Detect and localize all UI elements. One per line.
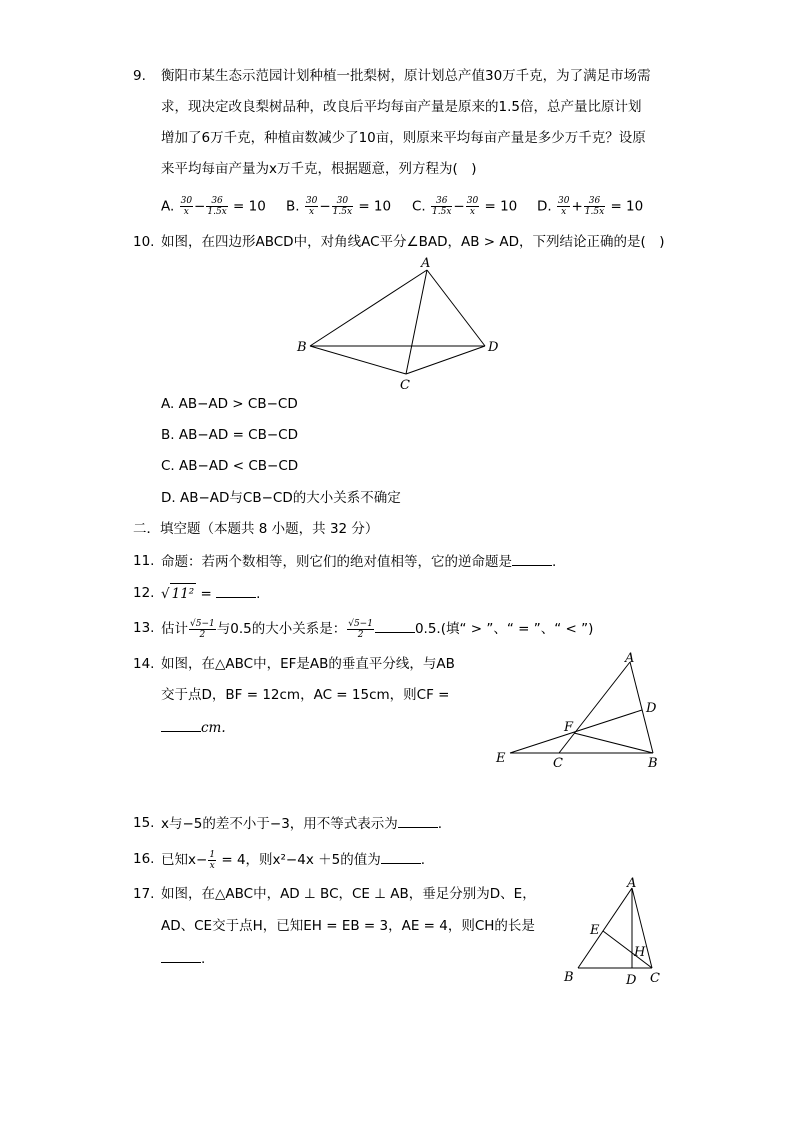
period: . [201,951,206,967]
label-h: H [634,945,646,960]
question-number: 17. [133,886,155,902]
label-a: A [627,876,637,891]
question-text-line: 如图，在四边形ABCD中，对角线AC平分∠BAD，AB > AD，下列结论正确的是( ) [161,234,665,250]
fraction: $\frac{30}{x}$ [466,196,479,217]
equation-rhs: = 10 [610,198,644,215]
label-a: A [625,651,635,666]
label-d: D [646,701,657,716]
answer-blank[interactable] [161,948,201,963]
segment-ab [578,888,632,968]
equation-rhs: = 10 [358,198,392,215]
segment-ed [510,710,642,753]
question-number: 9. [133,68,146,84]
label-e: E [590,923,600,938]
segment-fb [574,733,653,753]
question-text [161,813,442,834]
fraction: $\frac{30}{1.5x}$ [332,196,353,217]
fraction: $\frac{1}{x}$ [209,849,216,871]
option-label: D. [537,198,552,215]
question-text-line: 来平均每亩产量为x万千克，根据题意，列方程为( ) [161,161,477,177]
option-label: C. [412,198,426,215]
fraction: $\frac{36}{1.5x}$ [432,196,452,217]
question-number: 12. [133,585,155,601]
label-e: E [496,751,506,766]
question-number: 14. [133,656,155,672]
operator: − [319,198,331,215]
answer-blank[interactable] [375,618,415,633]
label-d: D [488,340,499,355]
label-c: C [650,971,660,986]
fraction: $\frac{36}{1.5x}$ [207,196,227,217]
fraction: $\frac{36}{1.5x}$ [584,196,605,217]
radicand: 11² [170,583,197,604]
segment-bc [310,346,406,374]
question-text-line: 求，现决定改良梨树品种，改良后平均每亩产量是原来的1.5倍，总产量比原计划 [161,99,642,115]
option-d[interactable] [537,196,643,217]
section-heading: 二．填空题（本题共 8 小题，共 32 分） [133,521,379,537]
question-text-line [161,948,205,969]
equals: = [196,586,217,602]
answer-blank[interactable] [161,717,201,732]
option-c[interactable] [412,196,517,217]
equation-rhs: = 10 [484,198,518,215]
question-stem: 与0.5的大小关系是： [216,621,347,637]
label-b: B [564,970,574,985]
operator: − [453,198,465,215]
segment-ac [559,662,630,753]
triangle-figure [490,648,670,778]
question-number: 10. [133,234,155,250]
answer-blank[interactable] [381,849,421,864]
label-b: B [648,756,658,771]
label-a: A [421,256,431,271]
answer-blank[interactable] [398,813,438,828]
question-text-line: 衡阳市某生态示范园计划种植一批梨树，原计划总产值30万千克，为了满足市场需 [161,68,651,84]
option-d[interactable]: D. AB−AD与CB−CD的大小关系不确定 [161,490,401,506]
question-text-line [161,717,226,738]
question-stem: 0.5.(填“ > ”、“ = ”、“ < ”) [414,621,594,637]
label-d: D [626,973,637,988]
segment-ac [406,270,427,374]
segment-cd [406,346,485,374]
question-text-line: 如图，在△ABC中，AD ⊥ BC，CE ⊥ AB，垂足分别为D、E， [161,886,536,902]
question-stem: 命题：若两个数相等，则它们的绝对值相等，它的逆命题是 [161,554,512,570]
period: . [420,852,425,868]
question-stem: 估计 [161,621,188,637]
question-text-line: AD、CE交于点H，已知EH = EB = 3，AE = 4，则CH的长是 [161,918,535,934]
period: . [256,586,261,602]
question-stem: x与−5的差不小于−3，用不等式表示为 [161,816,398,832]
triangle-altitudes-figure [556,874,676,994]
question-text-line: 如图，在△ABC中，EF是AB的垂直平分线，与AB [161,656,455,672]
option-c[interactable]: C. AB−AD < CB−CD [161,458,299,474]
question-text-line: 增加了6万千克，种植亩数减少了10亩，则原来平均每亩产量是多少万千克？设原 [161,130,646,146]
option-label: B. [286,198,300,215]
answer-blank[interactable] [512,551,552,566]
segment-ab [310,270,427,346]
fraction: $\frac{30}{x}$ [180,196,193,217]
segment-ad [427,270,485,346]
quadrilateral-figure [290,252,510,397]
question-number: 15. [133,815,155,831]
option-a[interactable]: A. AB−AD > CB−CD [161,396,298,412]
question-text [161,551,556,572]
question-text [161,583,260,604]
label-c: C [553,756,563,771]
fraction: $\frac{30}{x}$ [557,196,570,217]
label-b: B [297,340,307,355]
fraction: $\frac{√5-1}{2}$ [190,618,215,640]
label-c: C [400,378,410,393]
question-number: 13. [133,620,155,636]
answer-blank[interactable] [216,583,256,598]
question-text [161,849,425,871]
question-number: 16. [133,851,155,867]
operator: − [194,198,206,215]
question-number: 11. [133,553,155,569]
question-stem: = 4，则x²−4x ＋5的值为 [217,852,381,868]
option-b[interactable]: B. AB−AD = CB−CD [161,427,298,443]
period: . [552,554,557,570]
label-f: F [564,720,574,735]
question-stem: 已知x− [161,852,208,868]
question-text-line: 交于点D，BF = 12cm，AC = 15cm，则CF = [161,687,450,703]
option-a[interactable] [161,196,266,217]
question-text [161,618,593,640]
operator: + [571,198,583,215]
fraction: $\frac{30}{x}$ [305,196,318,217]
period: . [437,816,443,832]
fraction: $\frac{√5-1}{2}$ [348,618,373,640]
option-b[interactable] [286,196,391,217]
unit: cm. [201,720,226,736]
option-label: A. [161,198,175,215]
sqrt-sign: √ [161,586,170,602]
equation-rhs: = 10 [233,198,266,215]
